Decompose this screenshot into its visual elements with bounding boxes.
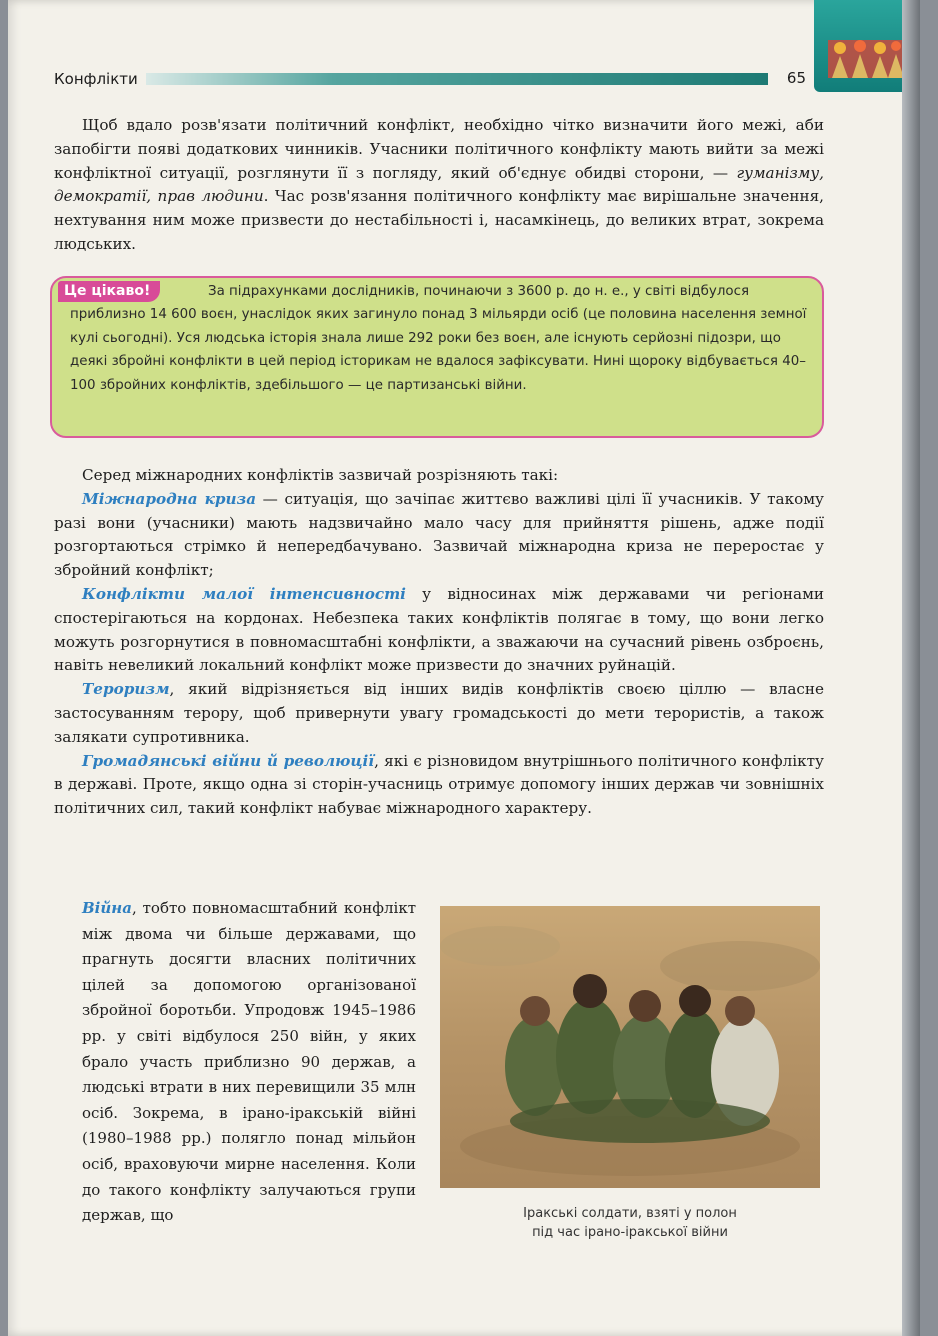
conflict-type-text: , які є різновидом внутрішнього політичного конфлікту в державі. Проте, якщо одна зі сторін-учасниць отримує допомогу інших держав чи зовнішніх політичних сил, такий конфлікт набуває міжнародного характеру. bbox=[54, 751, 824, 818]
conflict-type-term: Громадянські війни й революції bbox=[82, 751, 375, 770]
page-number: 65 bbox=[786, 69, 806, 87]
chapter-title: Конфлікти bbox=[54, 70, 138, 88]
conflict-type-term: Конфлікти малої інтенсивності bbox=[82, 584, 406, 603]
header-decorative-bar bbox=[146, 73, 768, 85]
conflict-type-item bbox=[54, 678, 824, 749]
conflict-type-term: Тероризм bbox=[82, 680, 170, 699]
conflict-types-intro: Серед міжнародних конфліктів зазвичай розрізняють такі: bbox=[82, 466, 559, 484]
running-header bbox=[46, 64, 808, 94]
conflict-type-item bbox=[54, 583, 824, 678]
war-paragraph bbox=[82, 896, 416, 1229]
conflict-type-term: Міжнародна криза bbox=[82, 489, 257, 508]
conflict-types-section bbox=[54, 464, 824, 821]
decorative-figures-icon bbox=[826, 30, 906, 80]
war-text: , тобто повномасштабний конфлікт між двома чи більше державами, що прагнуть досягти власних політичних цілей за допомогою організованої збройної боротьби. Упродовж 1945–1986 рр. у світі відбулося 250 війн, у яких брало участь приблизно 90 держав, а людські втрати в них перевищили 35 млн осіб. Зокрема, в ірано-іракській війні (1980–1988 рр.) полягло понад мільйон осіб, враховуючи мирне населення. Коли до такого конфлікту залучаються групи держав, що bbox=[82, 899, 416, 1225]
intro-text-part2: . Час розв'язання політичного конфлікту має вирішальне значення, нехтування ним може призвести до нестабільності і, насамкінець, до великих втрат, зокрема людських. bbox=[54, 187, 824, 253]
intro-text-part1: Щоб вдало розв'язати політичний конфлікт, необхідно чітко визначити його межі, аби запобігти появі додаткових чинників. Учасники політичного конфлікту мають вийти за межі конфліктної ситуації, розглянути її з погляду, який об'єднує обидві сторони, — bbox=[54, 116, 824, 182]
textbook-page bbox=[8, 0, 920, 1336]
conflict-type-item bbox=[54, 488, 824, 583]
intro-emphasis: гуманізму, демократії, прав людини bbox=[54, 163, 824, 206]
interesting-fact-badge: Це цікаво! bbox=[58, 281, 160, 302]
conflict-type-text: у відносинах між державами чи регіонами спостерігаються на кордонах. Небезпека таких конфліктів полягає в тому, що вони легко можуть розгорнутися в повномасштабні конфлікти, а зважаючи на сучасний рівень озброєнь, навіть невеликий локальний конфлікт може призвести до значних руйнацій. bbox=[54, 584, 825, 675]
photo-caption-line: Іракські солдати, взяті у полон bbox=[523, 1206, 737, 1221]
interesting-fact-text: За підрахунками дослідників, починаючи з 3600 р. до н. е., у світі відбулося приблизно 14 600 воєн, унаслідок яких загинуло понад 3 мільярди осіб (це половина населення земної кулі сьогодні). Уся людська історія знала лише 292 роки без воєн, але існують серйозні підозри, що деякі збройні конфлікти в цей період історикам не вдалося зафіксувати. Нині щороку відбувається 40–100 збройних конфліктів, здебільшого — це партизанські війни. bbox=[70, 284, 807, 393]
book-spine-shadow bbox=[902, 0, 920, 1336]
intro-paragraph bbox=[54, 114, 824, 257]
conflict-type-text: — ситуація, що зачіпає життєво важливі цілі її учасників. У такому разі вони (учасники) мають надзвичайно мало часу для прийняття рішень, адже події розгортаються стрімко й непередбачувано. Зазвичай міжнародна криза не переростає у збройний конфлікт; bbox=[54, 489, 824, 580]
soldiers-photo bbox=[440, 906, 820, 1188]
photo-caption bbox=[440, 1204, 820, 1242]
interesting-fact-box bbox=[50, 276, 824, 438]
war-term: Війна bbox=[82, 899, 132, 917]
conflict-type-item bbox=[54, 750, 824, 821]
photo-caption-line: під час ірано-іракської війни bbox=[532, 1225, 728, 1240]
conflict-type-text: , який відрізняється від інших видів конфліктів своєю ціллю — власне застосуванням терору, щоб привернути увагу громадськості до мети терористів, а також залякати супротивника. bbox=[54, 680, 824, 746]
